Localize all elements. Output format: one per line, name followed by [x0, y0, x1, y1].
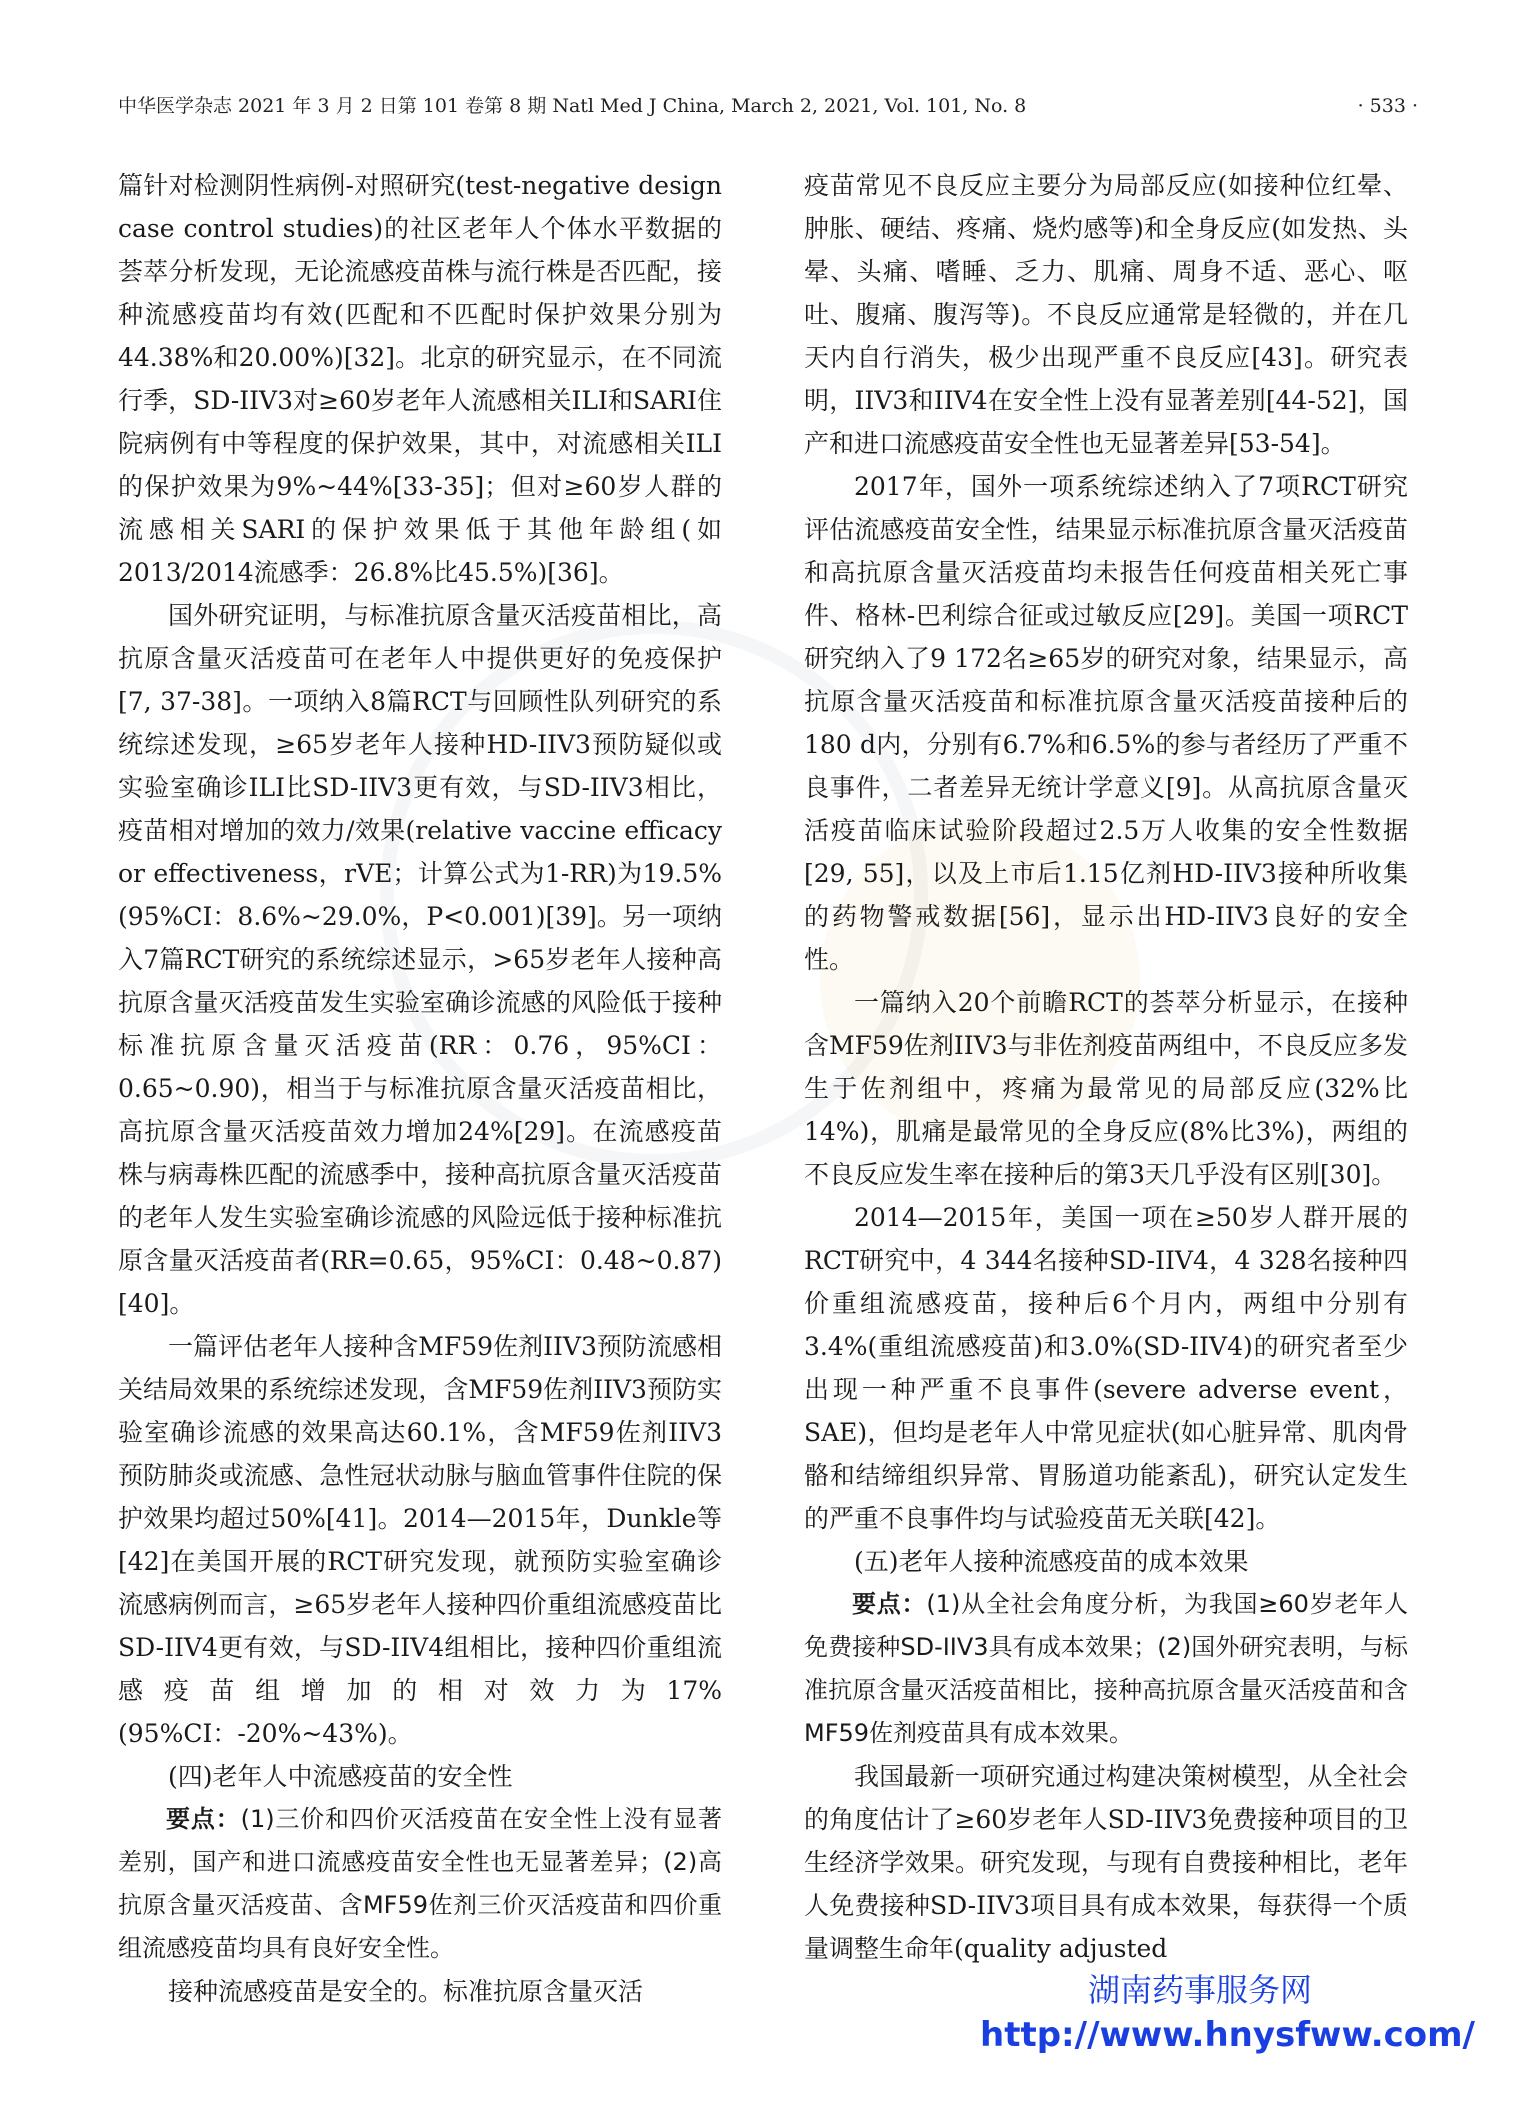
body-paragraph: 我国最新一项研究通过构建决策树模型，从全社会的角度估计了≥60岁老年人SD-IIV3免费接种项目的卫生经济学效果。研究发现，与现有自费接种相比，老年人免费接种SD-IIV3项目具有成本效果，每获得一个质量调整生命年(quality adjusted: [804, 1762, 1408, 1963]
body-paragraph: 2017年，国外一项系统综述纳入了7项RCT研究评估流感疫苗安全性，结果显示标准抗原含量灭活疫苗和高抗原含量灭活疫苗均未报告任何疫苗相关死亡事件、格林-巴利综合征或过敏反应[29]。美国一项RCT研究纳入了9 172名≥65岁的研究对象，结果显示，高抗原含量灭活疫苗和标准抗原含量灭活疫苗接种后的180 d内，分别有6.7%和6.5%的参与者经历了严重不良事件，二者差异无统计学意义[9]。从高抗原含量灭活疫苗临床试验阶段超过2.5万人收集的安全性数据[29, 55]，以及上市后1.15亿剂HD-IIV3接种所收集的药物警戒数据[56]，显示出HD-IIV3良好的安全性。: [804, 472, 1408, 974]
section-heading: (四)老年人中流感疫苗的安全性: [168, 1762, 513, 1791]
body-paragraph: 国外研究证明，与标准抗原含量灭活疫苗相比，高抗原含量灭活疫苗可在老年人中提供更好的免疫保护[7, 37-38]。一项纳入8篇RCT与回顾性队列研究的系统综述发现，≥65岁老年人接种HD-IIV3预防疑似或实验室确诊ILI比SD-IIV3更有效，与SD-IIV3相比，疫苗相对增加的效力/效果(relative vaccine efficacy or effectiveness，rVE；计算公式为1-RR)为19.5%(95%CI：8.6%~29.0%，P<0.001)[39]。另一项纳入7篇RCT研究的系统综述显示，>65岁老年人接种高抗原含量灭活疫苗发生实验室确诊流感的风险低于接种标准抗原含量灭活疫苗(RR：0.76，95%CI：0.65~0.90)，相当于与标准抗原含量灭活疫苗相比，高抗原含量灭活疫苗效力增加24%[29]。在流感疫苗株与病毒株匹配的流感季中，接种高抗原含量灭活疫苗的老年人发生实验室确诊流感的风险远低于接种标准抗原含量灭活疫苗者(RR=0.65，95%CI：0.48~0.87)[40]。: [118, 601, 722, 1318]
journal-citation: 中华医学杂志 2021 年 3 月 2 日第 101 卷第 8 期 Natl Med J China, March 2, 2021, Vol. 101, No. 8: [118, 95, 1027, 117]
site-name: 湖南药事服务网: [1087, 1971, 1312, 2009]
body-paragraph: 篇针对检测阴性病例-对照研究(test-negative design case control studies)的社区老年人个体水平数据的荟萃分析发现，无论流感疫苗株与流行株是否匹配，接种流感疫苗均有效(匹配和不匹配时保护效果分别为44.38%和20.00%)[32]。北京的研究显示，在不同流行季，SD-IIV3对≥60岁老年人流感相关ILI和SARI住院病例有中等程度的保护效果，其中，对流感相关ILI的保护效果为9%~44%[33-35]；但对≥60岁人群的流感相关SARI的保护效果低于其他年龄组(如2013/2014流感季：26.8%比45.5%)[36]。: [118, 171, 722, 587]
site-footer: [980, 1968, 1475, 2058]
section-heading: (五)老年人接种流感疫苗的成本效果: [854, 1547, 1249, 1576]
body-paragraph: 一篇评估老年人接种含MF59佐剂IIV3预防流感相关结局效果的系统综述发现，含MF59佐剂IIV3预防实验室确诊流感的效果高达60.1%，含MF59佐剂IIV3预防肺炎或流感、急性冠状动脉与脑血管事件住院的保护效果均超过50%[41]。2014—2015年，Dunkle等[42]在美国开展的RCT研究发现，就预防实验室确诊流感病例而言，≥65岁老年人接种四价重组流感疫苗比SD-IIV4更有效，与SD-IIV4组相比，接种四价重组流感疫苗组增加的相对效力为17%(95%CI：-20%~43%)。: [118, 1332, 722, 1748]
body-paragraph: 接种流感疫苗是安全的。标准抗原含量灭活: [168, 1977, 644, 2006]
site-url-link[interactable]: http://www.hnysfww.com/: [980, 2015, 1475, 2055]
key-points: [118, 1798, 722, 1970]
key-points: [804, 1583, 1408, 1755]
right-text-column: [804, 164, 1408, 1970]
key-points-label: 要点：: [166, 1805, 241, 1833]
key-points-label: 要点：: [852, 1590, 927, 1618]
page-number: · 533 ·: [1357, 95, 1418, 117]
running-header: [118, 92, 1418, 120]
key-points-text: (1)从全社会角度分析，为我国≥60岁老年人免费接种SD-IIV3具有成本效果；(2)国外研究表明，与标准抗原含量灭活疫苗相比，接种高抗原含量灭活疫苗和含MF59佐剂疫苗具有成本效果。: [804, 1590, 1408, 1747]
key-points-text: (1)三价和四价灭活疫苗在安全性上没有显著差别，国产和进口流感疫苗安全性也无显著差异；(2)高抗原含量灭活疫苗、含MF59佐剂三价灭活疫苗和四价重组流感疫苗均具有良好安全性。: [118, 1805, 723, 1962]
body-paragraph: 一篇纳入20个前瞻RCT的荟萃分析显示，在接种含MF59佐剂IIV3与非佐剂疫苗两组中，不良反应多发生于佐剂组中，疼痛为最常见的局部反应(32%比14%)，肌痛是最常见的全身反应(8%比3%)，两组的不良反应发生率在接种后的第3天几乎没有区别[30]。: [804, 988, 1408, 1189]
body-paragraph: 疫苗常见不良反应主要分为局部反应(如接种位红晕、肿胀、硬结、疼痛、烧灼感等)和全身反应(如发热、头晕、头痛、嗜睡、乏力、肌痛、周身不适、恶心、呕吐、腹痛、腹泻等)。不良反应通常是轻微的，并在几天内自行消失，极少出现严重不良反应[43]。研究表明，IIV3和IIV4在安全性上没有显著差别[44-52]，国产和进口流感疫苗安全性也无显著差异[53-54]。: [804, 171, 1408, 458]
left-text-column: [118, 164, 722, 2013]
body-paragraph: 2014—2015年，美国一项在≥50岁人群开展的RCT研究中，4 344名接种SD-IIV4，4 328名接种四价重组流感疫苗，接种后6个月内，两组中分别有3.4%(重组流感疫苗)和3.0%(SD-IIV4)的研究者至少出现一种严重不良事件(severe adverse event，SAE)，但均是老年人中常见症状(如心脏异常、肌肉骨骼和结缔组织异常、胃肠道功能紊乱)，研究认定发生的严重不良事件均与试验疫苗无关联[42]。: [804, 1203, 1408, 1533]
